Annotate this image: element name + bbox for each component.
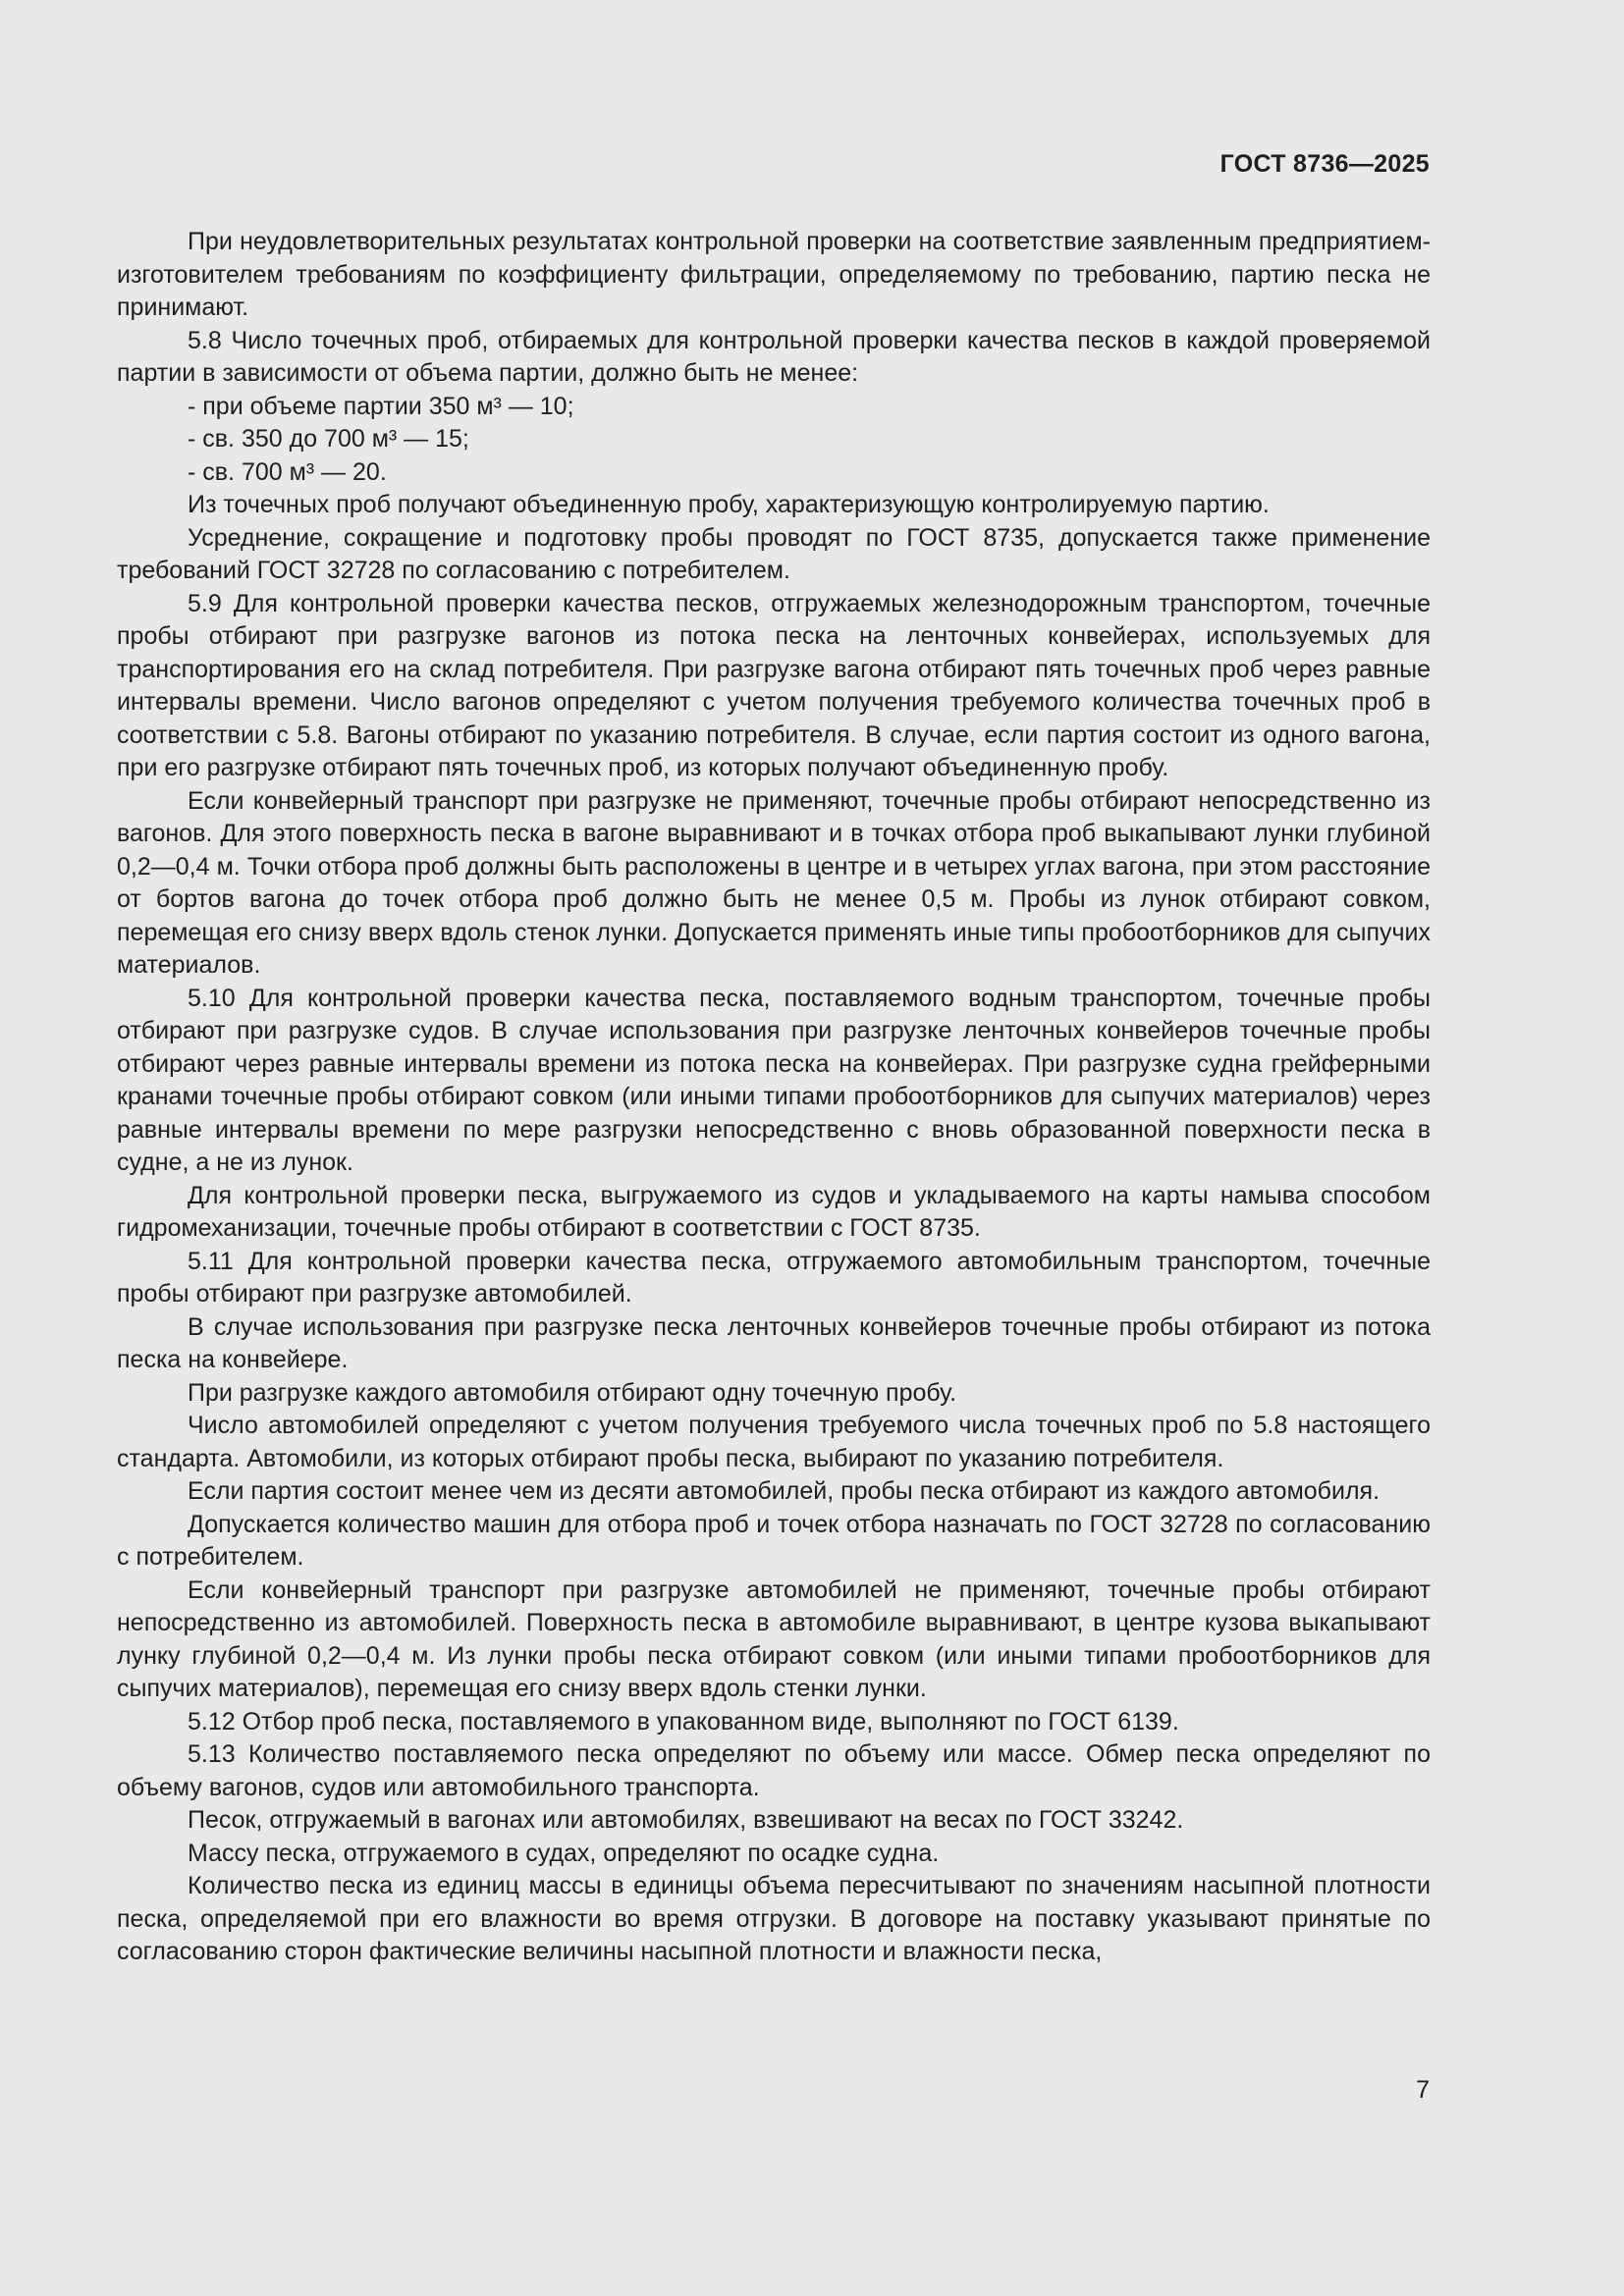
clause-5-12: 5.12 Отбор проб песка, поставляемого в упакованном виде, выполняют по ГОСТ 6139. bbox=[188, 1707, 1179, 1735]
paragraph: При разгрузке каждого автомобиля отбирают одну точечную пробу. bbox=[188, 1378, 957, 1407]
standard-code-header: ГОСТ 8736—2025 bbox=[1219, 150, 1430, 178]
paragraph: Для контрольной проверки песка, выгружаемого из судов и укладываемого на карты намыва способом гидромеханизации, точечные пробы отбирают в соответствии с ГОСТ 8735. bbox=[117, 1181, 1431, 1242]
list-item: - св. 700 м³ — 20. bbox=[188, 457, 387, 486]
paragraph: Количество песка из единиц массы в единицы объема пересчитывают по значениям насыпной плотности песка, определяемой при его влажности во время отгрузки. В договоре на поставку указывают принятые по согласованию сторон фактические величины насыпной плотности и влажности песка, bbox=[117, 1872, 1431, 1965]
body-text bbox=[117, 226, 1431, 1969]
clause-5-8: 5.8 Число точечных проб, отбираемых для контрольной проверки качества песков в каждой проверяемой партии в зависимости от объема партии, должно быть не менее: bbox=[117, 326, 1431, 387]
clause-5-9: 5.9 Для контрольной проверки качества песков, отгружаемых железнодорожным транспортом, точечные пробы отбирают при разгрузке вагонов из потока песка на ленточных конвейерах, используемых для транспортирования его на склад потребителя. При разгрузке вагона отбирают пять точечных проб через равные интервалы времени. Число вагонов определяют с учетом получения требуемого количества точечных проб в соответствии с 5.8. Вагоны отбирают по указанию потребителя. В случае, если партия состоит из одного вагона, при его разгрузке отбирают пять точечных проб, из которых получают объединенную пробу. bbox=[117, 589, 1431, 781]
list-item: - при объеме партии 350 м³ — 10; bbox=[188, 392, 574, 420]
paragraph: Из точечных проб получают объединенную пробу, характеризующую контролируемую партию. bbox=[188, 491, 1270, 518]
paragraph: Массу песка, отгружаемого в судах, определяют по осадке судна. bbox=[188, 1839, 940, 1867]
paragraph: Допускается количество машин для отбора проб и точек отбора назначать по ГОСТ 32728 по согласованию с потребителем. bbox=[117, 1510, 1431, 1571]
clause-5-10: 5.10 Для контрольной проверки качества песка, поставляемого водным транспортом, точечные пробы отбирают при разгрузке судов. В случае использования при разгрузке ленточных конвейеров точечные пробы отбирают через равные интервалы времени из потока песка на конвейерах. При разгрузке судна грейферными кранами точечные пробы отбирают совком (или иными типами пробоотборников для сыпучих материалов) через равные интервалы времени по мере разгрузки непосредственно с вновь образованной поверхности песка в судне, а не из лунок. bbox=[117, 984, 1431, 1176]
paragraph: Усреднение, сокращение и подготовку пробы проводят по ГОСТ 8735, допускается также применение требований ГОСТ 32728 по согласованию с потребителем. bbox=[117, 523, 1431, 584]
paragraph: Если конвейерный транспорт при разгрузке не применяют, точечные пробы отбирают непосредственно из вагонов. Для этого поверхность песка в вагоне выравнивают и в точках отбора проб выкапывают лунки глубиной 0,2—0,4 м. Точки отбора проб должны быть расположены в центре и в четырех углах вагона, при этом расстояние от бортов вагона до точек отбора проб должно быть не менее 0,5 м. Пробы из лунок отбирают совком, перемещая его снизу вверх вдоль стенок лунки. Допускается применять иные типы пробоотборников для сыпучих материалов. bbox=[117, 786, 1431, 979]
page-number: 7 bbox=[1416, 2076, 1430, 2104]
paragraph: Песок, отгружаемый в вагонах или автомобилях, взвешивают на весах по ГОСТ 33242. bbox=[188, 1806, 1184, 1834]
paragraph: Число автомобилей определяют с учетом получения требуемого числа точечных проб по 5.8 настоящего стандарта. Автомобили, из которых отбирают пробы песка, выбирают по указанию потребителя. bbox=[117, 1412, 1431, 1472]
paragraph: При неудовлетворительных результатах контрольной проверки на соответствие заявленным предприятием-изготовителем требованиям по коэффициенту фильтрации, определяемому по требованию, партию песка не принимают. bbox=[117, 228, 1431, 321]
list-item: - св. 350 до 700 м³ — 15; bbox=[188, 425, 469, 453]
paragraph: Если конвейерный транспорт при разгрузке автомобилей не применяют, точечные пробы отбирают непосредственно из автомобилей. Поверхность песка в автомобиле выравнивают, в центре кузова выкапывают лунку глубиной 0,2—0,4 м. Из лунки пробы песка отбирают совком (или иными типами пробоотборников для сыпучих материалов), перемещая его снизу вверх вдоль стенки лунки. bbox=[117, 1575, 1431, 1702]
paragraph: Если партия состоит менее чем из десяти автомобилей, пробы песка отбирают из каждого автомобиля. bbox=[188, 1477, 1380, 1505]
clause-5-13: 5.13 Количество поставляемого песка определяют по объему или массе. Обмер песка определяют по объему вагонов, судов или автомобильного транспорта. bbox=[117, 1740, 1431, 1801]
paragraph: В случае использования при разгрузке песка ленточных конвейеров точечные пробы отбирают из потока песка на конвейере. bbox=[117, 1312, 1431, 1373]
clause-5-11: 5.11 Для контрольной проверки качества песка, отгружаемого автомобильным транспортом, точечные пробы отбирают при разгрузке автомобилей. bbox=[117, 1247, 1431, 1308]
